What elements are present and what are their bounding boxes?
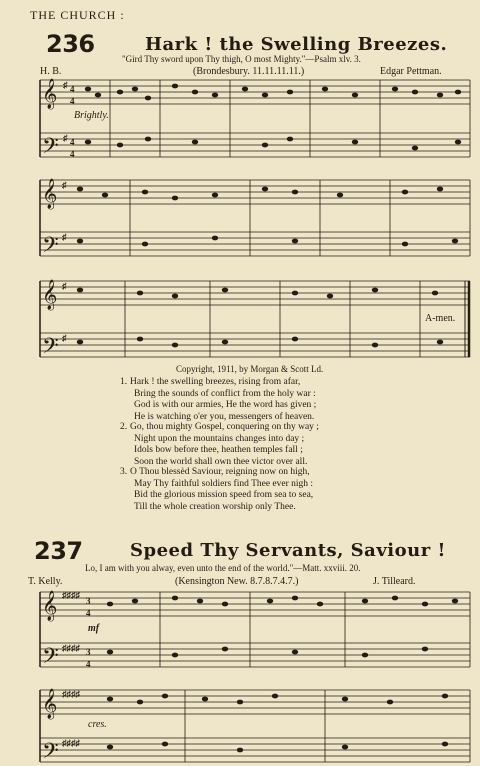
svg-text:♯: ♯ (63, 133, 68, 143)
svg-text:♯♯♯♯: ♯♯♯♯ (62, 738, 80, 748)
verse-3-line-1: O Thou blessèd Saviour, reigning now on high, (130, 467, 310, 477)
svg-text:♯♯♯♯: ♯♯♯♯ (62, 689, 80, 699)
svg-text:𝄞: 𝄞 (42, 280, 58, 310)
svg-text:3: 3 (86, 596, 91, 606)
hymn-237-author: T. Kelly. (28, 576, 63, 587)
hymn-237-epigraph: Lo, I am with you alway, even unto the end of the world."—Matt. xxviii. 20. (85, 563, 361, 573)
verse-1-line-3: God is with our armies, He the word has given ; (134, 400, 317, 410)
hymn-237-composer: J. Tilleard. (373, 576, 416, 587)
hymn-236-copyright: Copyright, 1911, by Morgan & Scott Ld. (176, 364, 324, 374)
verse-2-line-2: Night upon the mountains changes into day ; (134, 433, 305, 444)
verse-2-line-4: Soon the world shall own thee victor over all. (134, 456, 308, 467)
svg-text:♯: ♯ (62, 281, 67, 291)
hymn-236-epigraph: "Gird Thy sword upon Thy thigh, O most Mighty."—Psalm xlv. 3. (122, 54, 361, 64)
verse-3-number: 3. (120, 467, 128, 477)
verse-1-line-2: Bring the sounds of conflict from the holy war : (134, 388, 316, 399)
verse-3-line-3: Bid the glorious mission speed from sea to sea, (134, 490, 314, 500)
svg-text:4: 4 (86, 608, 91, 618)
verse-1-line-4: He is watching o'er you, messengers of heaven. (134, 411, 315, 422)
hymn-236-composer: Edgar Pettman. (380, 66, 442, 77)
svg-text:𝄢: 𝄢 (42, 134, 59, 164)
hymn-236-number: 236 (46, 30, 95, 58)
verse-1-number: 1. (120, 377, 128, 387)
svg-text:4: 4 (70, 96, 75, 106)
hymn-237-dynamic-cres: cres. (88, 719, 107, 730)
hymn-237-tune: (Kensington New. 8.7.8.7.4.7.) (175, 576, 299, 587)
hymn-237-title: Speed Thy Servants, Saviour ! (130, 540, 446, 561)
hymn-237-number: 237 (34, 537, 83, 565)
verse-3-line-2: May Thy faithful soldiers find Thee ever nigh : (134, 478, 314, 489)
svg-text:4: 4 (86, 659, 91, 669)
svg-text:𝄞: 𝄞 (42, 591, 58, 621)
svg-text:4: 4 (70, 84, 75, 94)
svg-text:♯: ♯ (63, 80, 68, 90)
svg-text:♯: ♯ (62, 180, 67, 190)
svg-text:𝄢: 𝄢 (42, 233, 59, 263)
svg-text:♯: ♯ (62, 232, 67, 242)
hymn-236-title: Hark ! the Swelling Breezes. (145, 34, 448, 55)
hymn-237-dynamic-mf: mf (88, 623, 100, 634)
svg-text:𝄞: 𝄞 (42, 79, 58, 109)
svg-text:4: 4 (70, 149, 75, 159)
svg-text:♯♯♯♯: ♯♯♯♯ (62, 590, 80, 600)
svg-text:𝄢: 𝄢 (42, 334, 59, 364)
svg-text:♯: ♯ (62, 333, 67, 343)
svg-text:4: 4 (70, 137, 75, 147)
hymn-236-amen: A-men. (425, 313, 456, 324)
svg-text:𝄢: 𝄢 (42, 644, 59, 674)
svg-text:𝄞: 𝄞 (42, 179, 58, 209)
svg-text:3: 3 (86, 647, 91, 657)
verse-2-number: 2. (120, 422, 128, 432)
verse-2-line-1: Go, thou mighty Gospel, conquering on thy way ; (130, 422, 319, 432)
hymn-236-expression: Brightly. (74, 110, 109, 121)
running-head: THE CHURCH : (30, 8, 125, 22)
svg-text:𝄢: 𝄢 (42, 739, 59, 766)
hymn-236-tune: (Brondesbury. 11.11.11.11.) (193, 66, 305, 77)
svg-text:♯♯♯♯: ♯♯♯♯ (62, 643, 80, 653)
svg-text:𝄞: 𝄞 (42, 689, 58, 719)
verse-1-line-1: Hark ! the swelling breezes, rising from afar, (130, 377, 301, 387)
verse-3-line-4: Till the whole creation worship only Thee. (134, 501, 296, 512)
verse-2-line-3: Idols bow before thee, heathen temples fall ; (134, 445, 303, 455)
hymn-236-author: H. B. (40, 66, 62, 77)
